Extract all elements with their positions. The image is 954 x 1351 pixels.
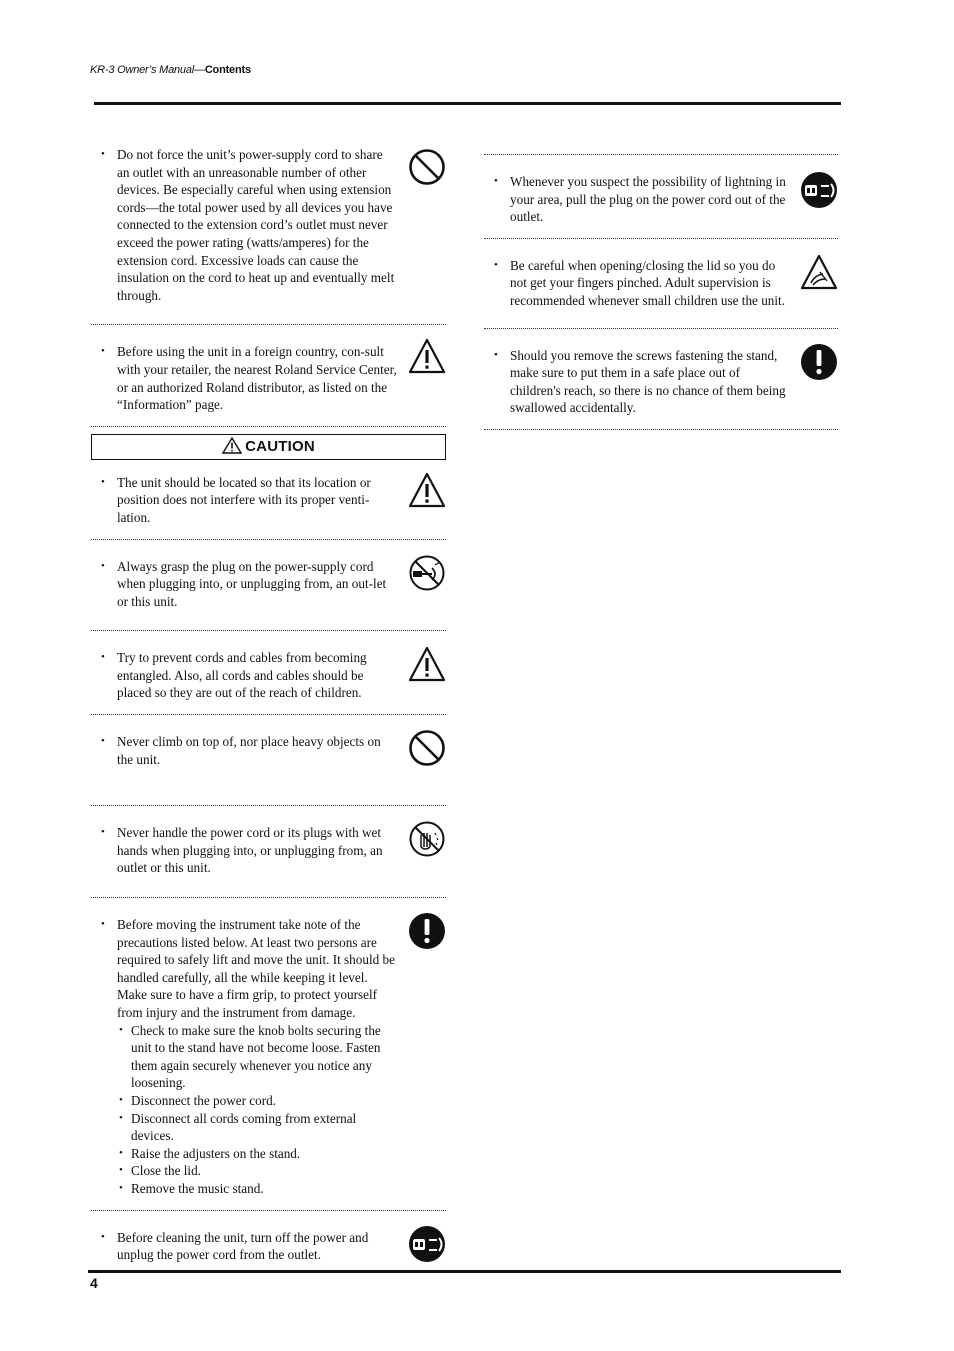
item-separator (91, 1210, 446, 1211)
precaution-text: • The unit should be located so that its location or position does not interfere with its proper venti-lation. (91, 474, 398, 527)
running-title: KR-3 Owner’s Manual— (90, 64, 205, 76)
precaution-item (91, 558, 446, 611)
footer-rule (88, 1270, 841, 1273)
caution-label: CAUTION (245, 437, 315, 455)
pinch-warning-icon (800, 253, 838, 291)
header-rule (94, 102, 841, 105)
precaution-text: • Be careful when opening/closing the lid so you do not get your fingers pinched. Adult supervision is recommended whenever small children use the unit. (484, 257, 790, 310)
precaution-item (91, 146, 446, 304)
precaution-text: • Before moving the instrument take note of the precautions listed below. At least two persons are required to safely lift and move the unit. It should be handled carefully, all the while keeping it level. Make sure to have a firm grip, to protect yourself from injury and the instrument from damage. (91, 916, 398, 1022)
checklist-item: • Remove the music stand. (117, 1180, 398, 1198)
checklist-item: • Disconnect all cords coming from external devices. (117, 1110, 398, 1145)
precaution-item (91, 1229, 446, 1264)
prohibited-icon (408, 729, 446, 767)
warning-triangle-icon (408, 471, 446, 509)
precaution-item (91, 649, 446, 702)
precaution-text: • Before cleaning the unit, turn off the power and unplug the power cord from the outlet. (91, 1229, 398, 1264)
checklist-item: • Raise the adjusters on the stand. (117, 1145, 398, 1163)
right-column (484, 146, 838, 430)
item-separator (91, 324, 446, 325)
no-pulling-cord-icon (408, 554, 446, 592)
precaution-item (91, 916, 446, 1198)
precaution-item (91, 824, 446, 877)
caution-triangle-icon (222, 437, 242, 462)
item-separator (91, 897, 446, 898)
mandatory-exclamation-icon (408, 912, 446, 950)
moving-checklist (91, 1022, 398, 1198)
precaution-text: • Never climb on top of, nor place heavy objects on the unit. (91, 733, 398, 768)
item-separator (91, 630, 446, 631)
precaution-text: • Do not force the unit’s power-supply cord to share an outlet with an unreasonable number of other devices. Be especially careful when using extension cords—the total power used by all devices you have connected to the extension cord’s outlet must never exceed the power rating (watts/amperes) for the extension cord. Excessive loads can cause the insulation on the cord to heat up and eventually melt through. (91, 146, 398, 304)
item-separator (91, 426, 446, 427)
precaution-item (91, 474, 446, 527)
precaution-text: • Never handle the power cord or its plugs with wet hands when plugging into, or unplugging from, an outlet or this unit. (91, 824, 398, 877)
checklist-item: • Disconnect the power cord. (117, 1092, 398, 1110)
checklist-item: • Close the lid. (117, 1162, 398, 1180)
running-section: Contents (204, 64, 251, 76)
warning-triangle-icon (408, 337, 446, 375)
no-wet-hands-icon (408, 820, 446, 858)
item-separator (484, 429, 838, 430)
caution-banner (91, 434, 446, 460)
unplug-icon (800, 171, 838, 209)
precaution-item (484, 347, 838, 417)
running-header (90, 64, 251, 76)
item-separator (484, 238, 838, 239)
item-separator (484, 328, 838, 329)
precaution-text: • Try to prevent cords and cables from becoming entangled. Also, all cords and cables should be placed so they are out of the reach of children. (91, 649, 398, 702)
precaution-item (91, 343, 446, 413)
unplug-icon (408, 1225, 446, 1263)
prohibited-icon (408, 148, 446, 186)
precaution-text: • Before using the unit in a foreign country, con-sult with your retailer, the nearest Roland Service Center, or an authorized Roland distributor, as listed on the “Information” page. (91, 343, 398, 413)
item-separator (91, 714, 446, 715)
checklist-item: • Check to make sure the knob bolts securing the unit to the stand have not become loose. Fasten them again securely whenever you notice any loosening. (117, 1022, 398, 1092)
precaution-item (484, 257, 838, 310)
item-separator (91, 805, 446, 806)
precaution-item (91, 733, 446, 768)
precaution-text: • Always grasp the plug on the power-supply cord when plugging into, or unplugging from, an out-let or this unit. (91, 558, 398, 611)
precaution-item (484, 173, 838, 226)
warning-triangle-icon (408, 645, 446, 683)
page-number: 4 (90, 1275, 98, 1291)
precaution-text: • Should you remove the screws fastening the stand, make sure to put them in a safe place out of children's reach, so there is no chance of them being swallowed accidentally. (484, 347, 790, 417)
item-separator (91, 539, 446, 540)
precaution-text: • Whenever you suspect the possibility of lightning in your area, pull the plug on the power cord out of the outlet. (484, 173, 790, 226)
mandatory-exclamation-icon (800, 343, 838, 381)
left-column (91, 146, 446, 1264)
item-separator (484, 154, 838, 155)
